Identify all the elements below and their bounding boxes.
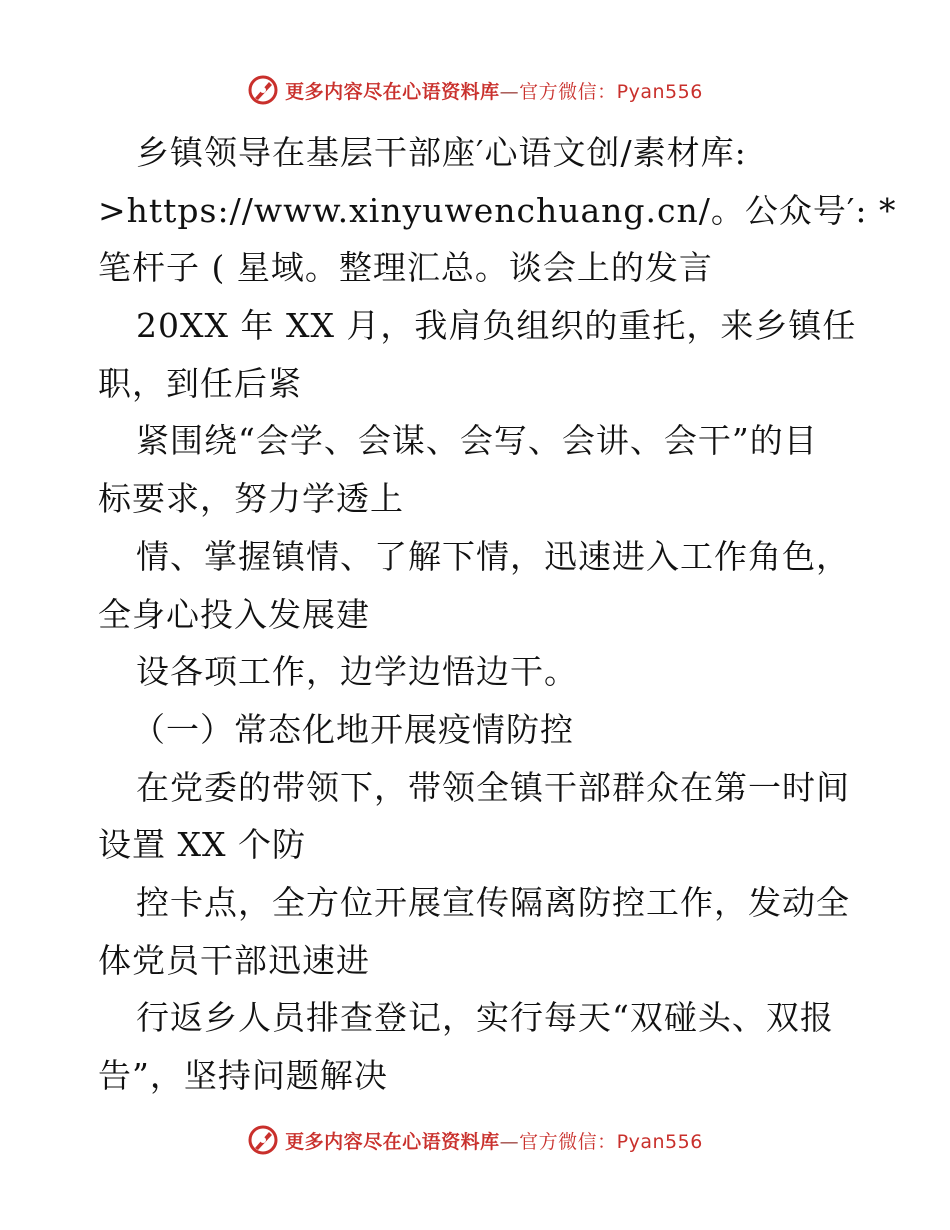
body-line: >https://www.xinyuwenchuang.cn/。公众号′: * (98, 190, 897, 230)
section-heading: （一）常态化地开展疫情防控 (132, 709, 574, 749)
body-line: 设置 XX 个防 (98, 825, 306, 865)
body-line: 职，到任后紧 (98, 363, 302, 403)
body-line: 乡镇领导在基层干部座′心语文创/素材库: (136, 133, 747, 172)
body-line: 全身心投入发展建 (98, 594, 370, 634)
document-body (98, 124, 897, 1105)
banner-contact-text: 官方微信：Pyan556 (519, 1130, 703, 1153)
banner-brand-text: 更多内容尽在心语资料库 (285, 1130, 500, 1153)
body-line: 在党委的带领下，带领全镇干部群众在第一时间 (136, 767, 850, 807)
banner-brand-text: 更多内容尽在心语资料库 (285, 80, 500, 103)
body-line: 设各项工作，边学边悟边干。 (136, 652, 578, 692)
body-line: 体党员干部迅速进 (98, 940, 370, 980)
banner-text (285, 77, 703, 104)
body-line: 20XX 年 XX 月，我肩负组织的重托，来乡镇任 (136, 306, 857, 346)
body-line: 行返乡人员排查登记，实行每天“双碰头、双报 (136, 998, 834, 1038)
body-line: 笔杆子 ( 星域。整理汇总。谈会上的发言 (98, 248, 713, 288)
quill-pen-circle-icon (247, 74, 279, 106)
header-banner (0, 70, 950, 110)
body-line: 标要求，努力学透上 (98, 479, 404, 519)
body-line: 告”，坚持问题解决 (98, 1056, 388, 1095)
body-line: 控卡点，全方位开展宣传隔离防控工作，发动全 (136, 882, 850, 922)
body-line: 紧围绕“会学、会谋、会写、会讲、会干”的目 (136, 421, 818, 461)
footer-banner (0, 1120, 950, 1160)
banner-text (285, 1127, 703, 1154)
body-line: 情、掌握镇情、了解下情，迅速进入工作角色， (136, 536, 850, 576)
quill-pen-circle-icon (247, 1124, 279, 1156)
banner-separator: — (499, 80, 520, 103)
banner-contact-text: 官方微信：Pyan556 (519, 80, 703, 103)
banner-separator: — (499, 1130, 520, 1153)
